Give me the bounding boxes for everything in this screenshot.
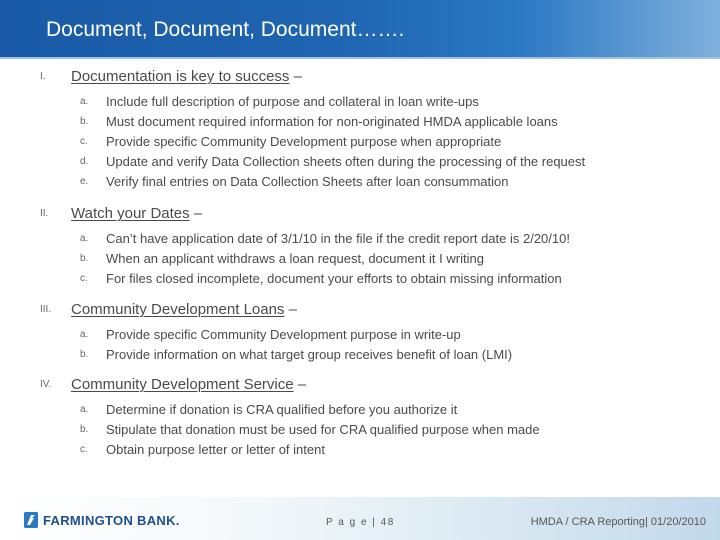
list-item xyxy=(0,346,720,366)
item-text: Can’t have application date of 3/1/10 in the file if the credit report date is 2/20/10! xyxy=(106,231,570,246)
slide-footer xyxy=(0,497,720,540)
item-text: Provide specific Community Development purpose in write-up xyxy=(106,327,461,342)
section-title-underlined: Community Development Service xyxy=(71,376,294,393)
section-title-suffix: – xyxy=(289,68,302,85)
section-title xyxy=(71,68,302,85)
section-heading xyxy=(0,376,720,398)
item-letter: b. xyxy=(80,349,89,360)
list-item xyxy=(0,401,720,421)
list-item xyxy=(0,250,720,270)
list-item xyxy=(0,421,720,441)
list-item xyxy=(0,230,720,250)
item-letter: a. xyxy=(80,233,89,244)
section-cd-service xyxy=(0,376,720,466)
item-text: When an applicant withdraws a loan request, document it I writing xyxy=(106,251,484,266)
section-title xyxy=(71,205,202,222)
bank-logo-mark-icon xyxy=(24,512,38,528)
section-heading xyxy=(0,68,720,90)
item-letter: c. xyxy=(80,136,88,147)
section-numeral: II. xyxy=(40,208,49,219)
section-documentation xyxy=(0,68,720,193)
section-title-suffix: – xyxy=(189,205,203,222)
section-numeral: I. xyxy=(40,71,46,82)
section-dates xyxy=(0,205,720,301)
slide-title: Document, Document, Document……. xyxy=(46,18,405,41)
bank-logo xyxy=(24,512,180,528)
section-title xyxy=(71,301,297,318)
list-item xyxy=(0,93,720,113)
item-text: Obtain purpose letter or letter of intent xyxy=(106,442,325,457)
item-letter: e. xyxy=(80,176,89,187)
item-text: For files closed incomplete, document your efforts to obtain missing information xyxy=(106,271,562,286)
item-letter: a. xyxy=(80,329,89,340)
item-letter: d. xyxy=(80,156,89,167)
section-numeral: III. xyxy=(40,304,52,315)
item-letter: b. xyxy=(80,253,89,264)
item-text: Provide specific Community Development purpose when appropriate xyxy=(106,134,502,149)
section-heading xyxy=(0,205,720,227)
section-numeral: IV. xyxy=(40,379,52,390)
item-text: Include full description of purpose and collateral in loan write-ups xyxy=(106,94,479,109)
item-letter: a. xyxy=(80,96,89,107)
item-text: Determine if donation is CRA qualified before you authorize it xyxy=(106,402,458,417)
list-item xyxy=(0,133,720,153)
item-letter: b. xyxy=(80,116,89,127)
item-text: Provide information on what target group receives benefit of loan (LMI) xyxy=(106,347,513,362)
section-title xyxy=(71,376,306,393)
section-title-underlined: Documentation is key to success xyxy=(71,68,290,85)
item-letter: a. xyxy=(80,404,89,415)
item-text: Verify final entries on Data Collection Sheets after loan consummation xyxy=(106,174,509,189)
item-text: Update and verify Data Collection sheets often during the processing of the request xyxy=(106,154,586,169)
section-heading xyxy=(0,301,720,323)
section-title-suffix: – xyxy=(293,376,307,393)
item-letter: c. xyxy=(80,273,88,284)
list-item xyxy=(0,173,720,193)
slide-header xyxy=(0,0,720,59)
section-title-underlined: Community Development Loans xyxy=(71,301,285,318)
item-text: Stipulate that donation must be used for CRA qualified purpose when made xyxy=(106,422,540,437)
section-cd-loans xyxy=(0,301,720,376)
section-title-underlined: Watch your Dates xyxy=(71,205,190,222)
list-item xyxy=(0,326,720,346)
section-title-suffix: – xyxy=(284,301,297,318)
item-letter: c. xyxy=(80,444,88,455)
list-item xyxy=(0,441,720,461)
list-item xyxy=(0,270,720,290)
item-text: Must document required information for non-originated HMDA applicable loans xyxy=(106,114,558,129)
item-letter: b. xyxy=(80,424,89,435)
footer-report-label: HMDA / CRA Reporting| 01/20/2010 xyxy=(530,516,706,528)
bank-logo-text: FARMINGTON BANK. xyxy=(43,512,180,528)
page-number: P a g e | 48 xyxy=(326,517,395,528)
list-item xyxy=(0,153,720,173)
outline-content xyxy=(0,68,720,466)
list-item xyxy=(0,113,720,133)
